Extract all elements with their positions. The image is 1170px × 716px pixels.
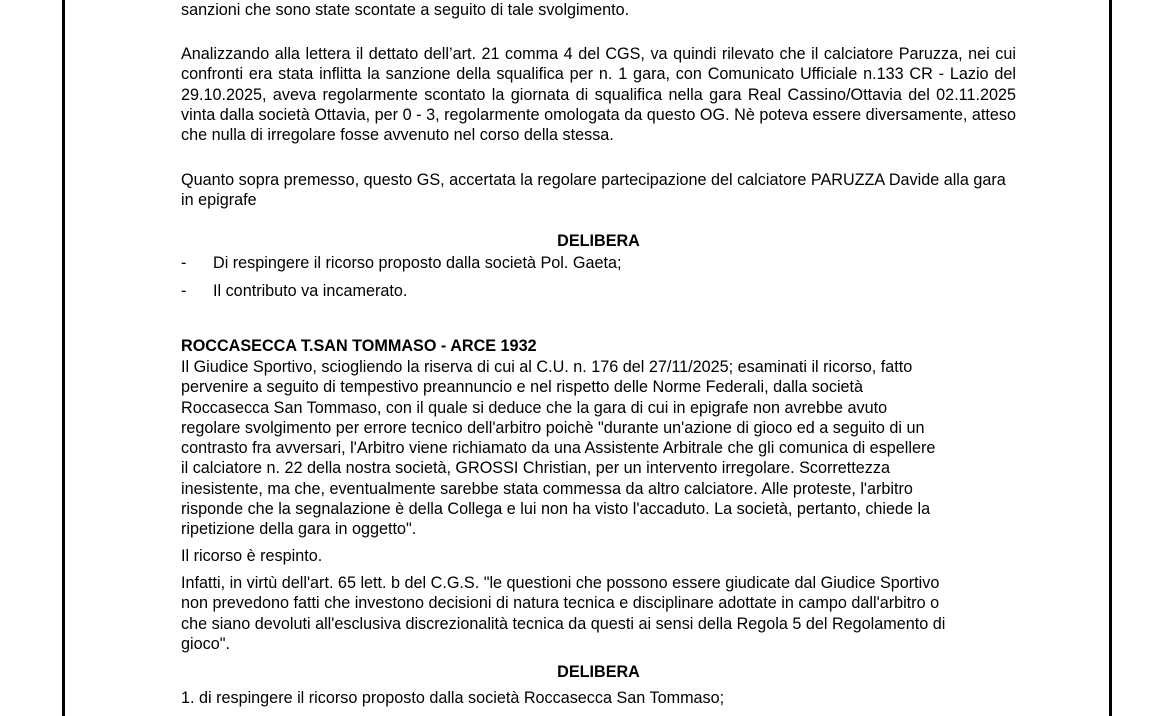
text-line: gioco". <box>181 634 230 653</box>
list-item <box>181 252 1016 274</box>
list-item-text: Di respingere il ricorso proposto dalla società Pol. Gaeta; <box>213 254 622 272</box>
case-reasoning <box>181 573 1016 654</box>
case-title: ROCCASECCA T.SAN TOMMASO - ARCE 1932 <box>181 337 537 355</box>
text-line: Il Giudice Sportivo, sciogliendo la riserva di cui al C.U. n. 176 del 27/11/2025; esaminati il ricorso, fatto <box>181 358 913 376</box>
delibera-2-item-1: 1. di respingere il ricorso proposto dalla società Roccasecca San Tommaso; <box>181 689 725 707</box>
premise-paragraph: Quanto sopra premesso, questo GS, accertata la regolare partecipazione del calciatore PARUZZA Davide alla gara in epigrafe <box>181 171 1006 210</box>
delibera-1-list <box>181 252 1016 302</box>
text-line: ripetizione della gara in oggetto". <box>181 520 417 539</box>
list-item <box>181 280 1016 302</box>
text-line: contrasto fra avversari, l'Arbitro viene richiamato da una Assistente Arbitrale che gli comunica di espellere <box>181 439 936 458</box>
list-marker: - <box>181 254 187 272</box>
delibera-heading-2: DELIBERA <box>557 663 640 681</box>
delibera-heading-1: DELIBERA <box>557 232 640 250</box>
case-complaint <box>181 357 1016 540</box>
text-line: che siano devoluti all'esclusiva discrezionalità tecnica da questi ai sensi della Regola 5 del Regolamento di <box>181 614 946 633</box>
list-marker: - <box>181 282 187 300</box>
text-line: risponde che la segnalazione è della Collega e lui non ha visto l'accaduto. La società, pertanto, chiede la <box>181 500 931 519</box>
text-line: il calciatore n. 22 della nostra società, GROSSI Christian, per un intervento irregolare. Scorrettezza <box>181 459 890 478</box>
list-item-text: Il contributo va incamerato. <box>213 282 408 300</box>
text-line: Infatti, in virtù dell'art. 65 lett. b del C.G.S. "le questioni che possono essere giudicate dal Giudice Sportivo <box>181 574 940 592</box>
intro-tail: sanzioni che sono state scontate a seguito di tale svolgimento. <box>181 1 630 19</box>
text-line: non prevedono fatti che investono decisioni di natura tecnica e disciplinare adottate in campo dall'arbitro o <box>181 594 940 613</box>
text-line: Roccasecca San Tommaso, con il quale si deduce che la gara di cui in epigrafe non avrebbe avuto <box>181 398 888 417</box>
text-line: inesistente, ma che, eventualmente sarebbe stata commessa da altro calciatore. Alle proteste, l'arbitro <box>181 479 913 498</box>
rejected-statement: Il ricorso è respinto. <box>181 547 323 565</box>
text-line: pervenire a seguito di tempestivo preannuncio e nel rispetto delle Norme Federali, dalla società <box>181 378 864 397</box>
analysis-paragraph: Analizzando alla lettera il dettato dell’art. 21 comma 4 del CGS, va quindi rilevato che il calciatore Paruzza, nei cui confronti era stata inflitta la sanzione della squalifica per n. 1 gara, con Comunicato Ufficiale n.133 CR - Lazio del 29.10.2025, aveva regolarmente scontato la giornata di squalifica nella gara Real Cassino/Ottavia del 02.11.2025 vinta dalla società Ottavia, per 0 - 3, regolarmente omologata da questo OG. Nè poteva essere diversamente, atteso che nulla di irregolare fosse avvenuto nel corso della stessa. <box>181 45 1016 145</box>
text-line: regolare svolgimento per errore tecnico dell'arbitro poichè "durante un'azione di gioco ed a seguito di un <box>181 418 925 437</box>
